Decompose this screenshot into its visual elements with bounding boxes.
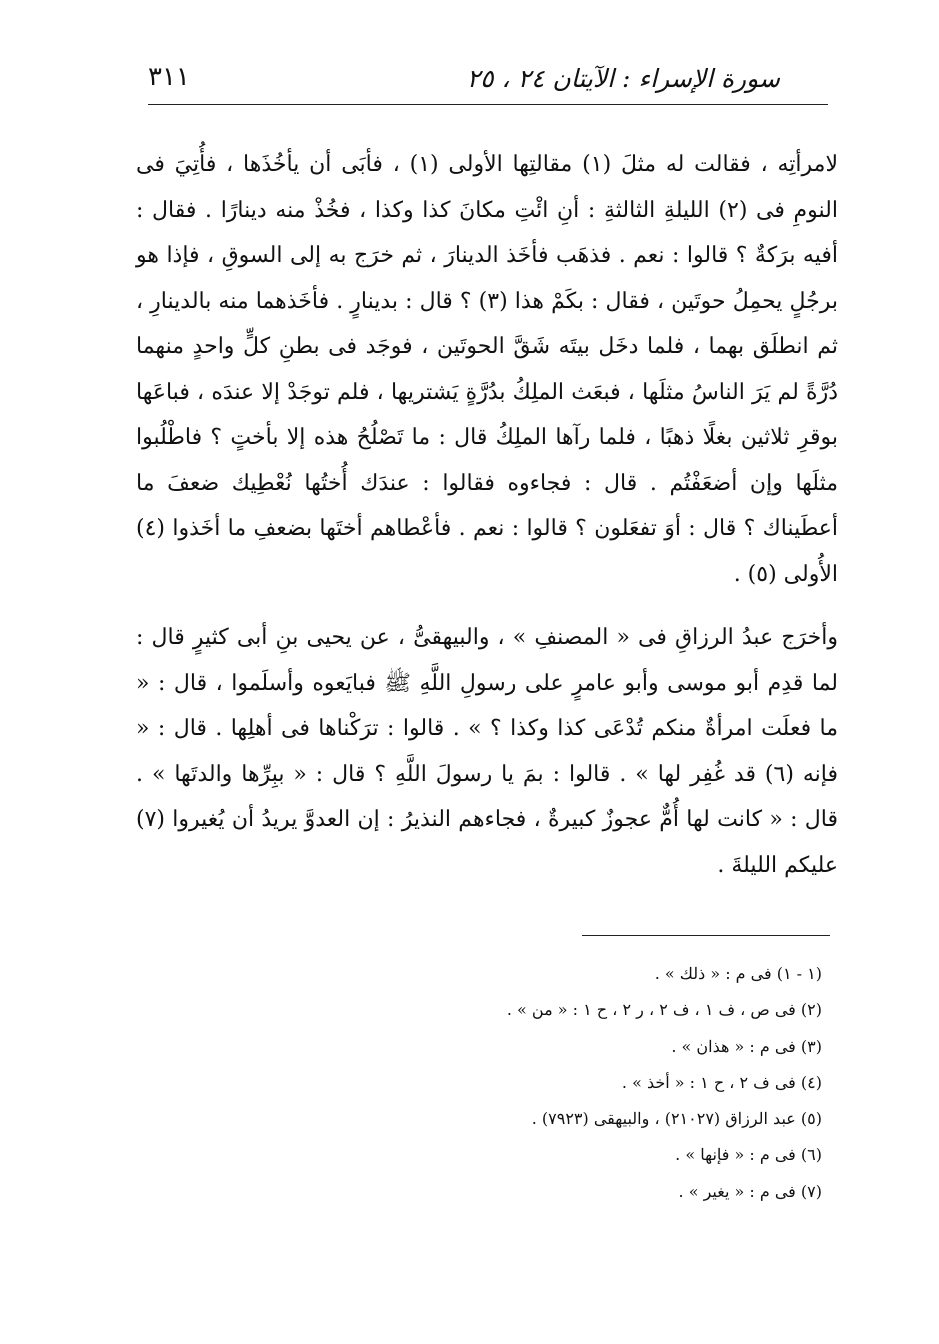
paragraph-2: وأخرَج عبدُ الرزاقِ فى « المصنفِ » ، والبيهقىُّ ، عن يحيى بنِ أبى كثيرٍ قال : لما قدِم أبو موسى وأبو عامرٍ على رسولِ اللَّهِ ﷺ فبايَعوه وأسلَموا ، قال : « ما فعلَت امرأةٌ منكم تُدْعَى كذا وكذا ؟ » . قالوا : ترَكْناها فى أهلِها . قال : « فإنه (٦) قد غُفِر لها » . قالوا : بمَ يا رسولَ اللَّهِ ؟ قال : « ببِرِّها والدتَها » . قال : « كانت لها أُمٌّ عجوزٌ كبيرةٌ ، فجاءهم النذيرُ : إن العدوَّ يريدُ أن يُغيروا (٧) عليكم الليلةَ . [136, 625, 838, 878]
footnote-5: (٥) عبد الرزاق (٢١٠٢٧) ، والبيهقى (٧٩٢٣) . [531, 1109, 822, 1129]
paragraph-1: لامرأتِه ، فقالت له مثلَ (١) مقالتِها الأولى (١) ، فأبَى أن يأخُذَها ، فأُتِيَ فى النومِ فى (٢) الليلةِ الثالثةِ : أنِ ائْتِ مكانَ كذا وكذا ، فخُذْ منه دينارًا . فقال : أفيه برَكةٌ ؟ قالوا : نعم . فذهَب فأخَذ الدينارَ ، ثم خرَج به إلى السوقِ ، فإذا هو برجُلٍ يحمِلُ حوتَين ، فقال : بكَمْ هذا (٣) ؟ قال : بدينارٍ . فأخَذهما منه بالدينارِ ، ثم انطلَق بهما ، فلما دخَل بيتَه شَقَّ الحوتَين ، فوجَد فى بطنِ كلٍّ واحدٍ منهما دُرَّةً لم يَرَ الناسُ مثلَها ، فبعَث الملِكُ بدُرَّةٍ يَشتريها ، فلم توجَدْ إلا عندَه ، فباعَها بوقرِ ثلاثين بغلًا ذهبًا ، فلما رآها الملِكُ قال : ما تَصْلُحُ هذه إلا بأختٍ ؟ فاطْلُبوا مثلَها وإن أضعَفْتُم . قال : فجاءوه فقالوا : عندَك أُختُها نُعْطِيك ضعفَ ما أعطَيناك ؟ قال : أوَ تفعَلون ؟ قالوا : نعم . فأعْطاهم أختَها بضعفِ ما أخَذوا (٤) الأُولى (٥) . [136, 152, 839, 587]
main-text [136, 142, 838, 888]
footnote-3: (٣) فى م : « هذان » . [671, 1036, 822, 1056]
footnote-2: (٢) فى ص ، ف ١ ، ف ٢ ، ر ٢ ، ح ١ : « من » . [506, 1000, 822, 1020]
running-header [148, 60, 828, 100]
header-divider [148, 104, 828, 105]
footnote-6: (٦) فى م : « فإنها » . [675, 1145, 822, 1165]
footnote-1: (١ - ١) فى م : « ذلك » . [654, 964, 822, 983]
footnote-4: (٤) فى ف ٢ ، ح ١ : « أخذ » . [621, 1072, 822, 1092]
footnotes [300, 956, 822, 1210]
footnote-divider [582, 935, 830, 936]
running-title: سورة الإسراء : الآيتان ٢٤ ، ٢٥ [466, 64, 780, 93]
footnote-7: (٧) فى م : « يغير » . [678, 1181, 822, 1201]
page-number: ٣١١ [148, 62, 190, 92]
